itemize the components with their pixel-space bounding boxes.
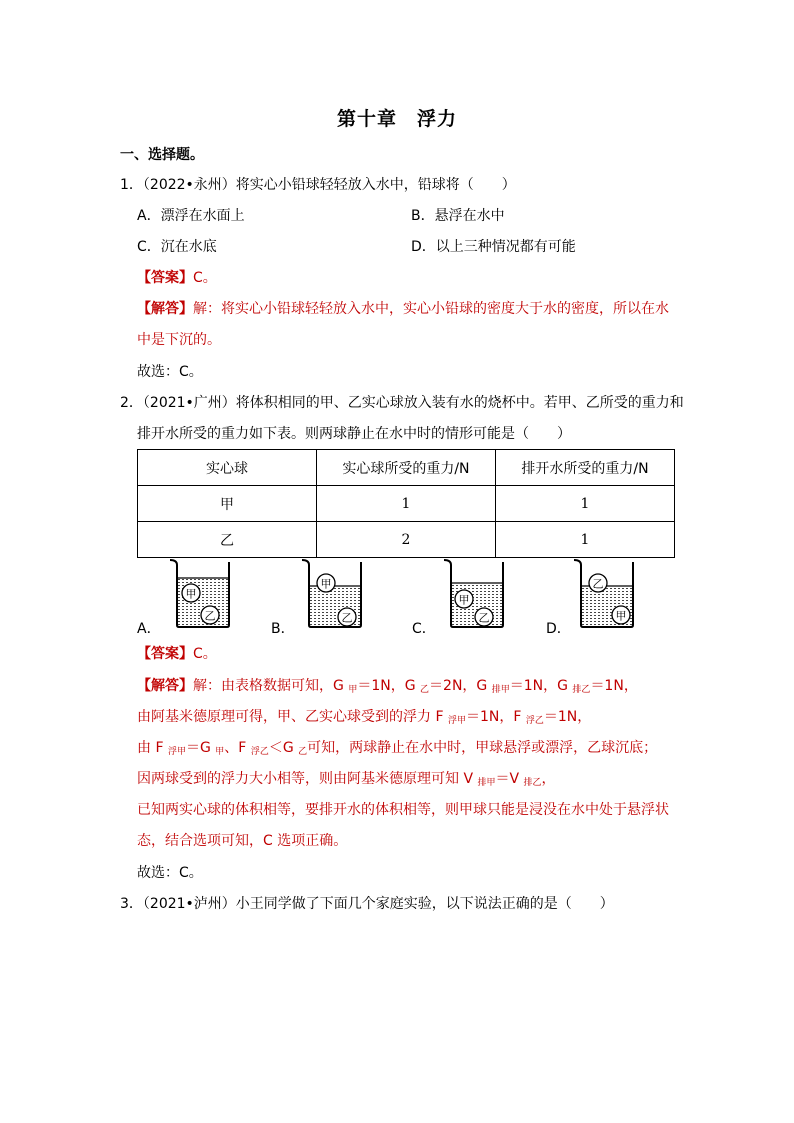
subscript: 排甲 xyxy=(491,685,510,695)
ball-label: 甲 xyxy=(615,609,627,623)
beaker-figure-a xyxy=(166,557,236,631)
q1-stem: 1．（2022•永州）将实心小铅球轻轻放入水中，铅球将（ ） xyxy=(120,177,516,193)
analysis-text: 解：由表格数据可知，G xyxy=(193,678,349,694)
q1-analysis-line-2: 中是下沉的。 xyxy=(137,332,221,348)
section-heading: 一、选择题。 xyxy=(120,147,204,163)
figure-option-a-label: A． xyxy=(137,621,161,637)
analysis-text: ＝1N，G xyxy=(509,678,573,694)
q1-conclusion: 故选：C。 xyxy=(137,364,203,380)
answer-label: 【答案】 xyxy=(137,646,193,662)
subscript: 浮甲 xyxy=(167,747,186,757)
q2-stem-line-2: 排开水所受的重力如下表。则两球静止在水中时的情形可能是（ ） xyxy=(137,426,571,442)
q2-analysis-line-3 xyxy=(137,738,657,762)
subscript: 浮甲 xyxy=(447,716,466,726)
beaker-figure-b xyxy=(298,557,368,631)
analysis-text: 解：将实心小铅球轻轻放入水中，实心小铅球的密度大于水的密度，所以在水 xyxy=(193,301,669,317)
table-header-cell: 排开水所受的重力/N xyxy=(495,450,674,486)
q1-answer xyxy=(137,268,217,288)
analysis-text: ＝1N，F xyxy=(465,709,526,725)
table-row xyxy=(138,486,675,522)
analysis-text: 可知，两球静止在水中时，甲球悬浮或漂浮，乙球沉底； xyxy=(307,740,658,756)
q1-analysis-line-1 xyxy=(137,299,669,319)
analysis-text: 因两球受到的浮力大小相等，则由阿基米德原理可知 V xyxy=(137,771,478,787)
analysis-text: ＝V xyxy=(495,771,524,787)
q1-option-c: C．沉在水底 xyxy=(137,239,217,255)
q1-option-b: B．悬浮在水中 xyxy=(411,208,505,224)
subscript: 排甲 xyxy=(477,778,496,788)
analysis-text: 、F xyxy=(224,740,251,756)
q2-conclusion: 故选：C。 xyxy=(137,865,203,881)
analysis-text: ＝1N，G xyxy=(357,678,421,694)
table-row xyxy=(138,522,675,558)
table-header-row xyxy=(138,450,675,486)
answer-value: C。 xyxy=(193,646,217,662)
q2-analysis-line-5: 已知两实心球的体积相等，要排开水的体积相等，则甲球只能是浸没在水中处于悬浮状 xyxy=(137,802,669,818)
q2-analysis-line-1 xyxy=(137,676,638,700)
ball-label: 乙 xyxy=(204,609,216,623)
analysis-label: 【解答】 xyxy=(137,301,193,317)
q1-option-d: D．以上三种情况都有可能 xyxy=(411,239,576,255)
figure-option-b-label: B． xyxy=(271,621,295,637)
figure-option-c-label: C． xyxy=(412,621,436,637)
subscript: 浮乙 xyxy=(525,716,544,726)
analysis-text: 由阿基米德原理可得，甲、乙实心球受到的浮力 F xyxy=(137,709,448,725)
subscript: 甲 xyxy=(215,747,225,757)
analysis-text: ＝1N， xyxy=(590,678,638,694)
analysis-text: 由 F xyxy=(137,740,168,756)
q2-analysis-line-2 xyxy=(137,707,591,731)
subscript: 排乙 xyxy=(572,685,591,695)
subscript: 浮乙 xyxy=(250,747,269,757)
table-header-cell: 实心球 xyxy=(138,450,317,486)
beaker-figure-d xyxy=(570,557,640,631)
table-cell: 乙 xyxy=(138,522,317,558)
answer-label: 【答案】 xyxy=(137,270,193,286)
q2-answer xyxy=(137,644,217,664)
subscript: 排乙 xyxy=(523,778,542,788)
q2-stem-line-1: 2．（2021•广州）将体积相同的甲、乙实心球放入装有水的烧杯中。若甲、乙所受的重力和 xyxy=(120,395,684,411)
q2-analysis-line-4 xyxy=(137,769,556,793)
ball-label: 乙 xyxy=(341,611,353,625)
analysis-text: ， xyxy=(541,771,556,787)
ball-label: 甲 xyxy=(320,577,332,591)
answer-value: C。 xyxy=(193,270,217,286)
analysis-text: ＝1N， xyxy=(543,709,592,725)
ball-label: 甲 xyxy=(458,593,470,607)
q3-stem: 3．（2021•泸州）小王同学做了下面几个家庭实验，以下说法正确的是（ ） xyxy=(120,896,614,912)
analysis-text: ＝G xyxy=(185,740,216,756)
q1-option-a: A．漂浮在水面上 xyxy=(137,208,245,224)
table-cell: 1 xyxy=(495,486,674,522)
ball-label: 乙 xyxy=(478,611,490,625)
table-cell: 2 xyxy=(316,522,495,558)
q2-data-table xyxy=(137,449,675,558)
figure-option-d-label: D． xyxy=(546,621,571,637)
subscript: 甲 xyxy=(348,685,358,695)
table-header-cell: 实心球所受的重力/N xyxy=(316,450,495,486)
analysis-text: ＝2N，G xyxy=(429,678,492,694)
analysis-text: ＜G xyxy=(268,740,299,756)
ball-label: 甲 xyxy=(185,587,197,601)
ball-label: 乙 xyxy=(592,577,604,591)
table-cell: 1 xyxy=(495,522,674,558)
table-cell: 甲 xyxy=(138,486,317,522)
beaker-figure-c xyxy=(440,557,510,631)
q2-analysis-line-6: 态，结合选项可知，C 选项正确。 xyxy=(137,833,348,849)
subscript: 乙 xyxy=(420,685,430,695)
analysis-label: 【解答】 xyxy=(137,678,193,694)
subscript: 乙 xyxy=(298,747,308,757)
table-cell: 1 xyxy=(316,486,495,522)
page-title: 第十章 浮力 xyxy=(336,108,457,130)
